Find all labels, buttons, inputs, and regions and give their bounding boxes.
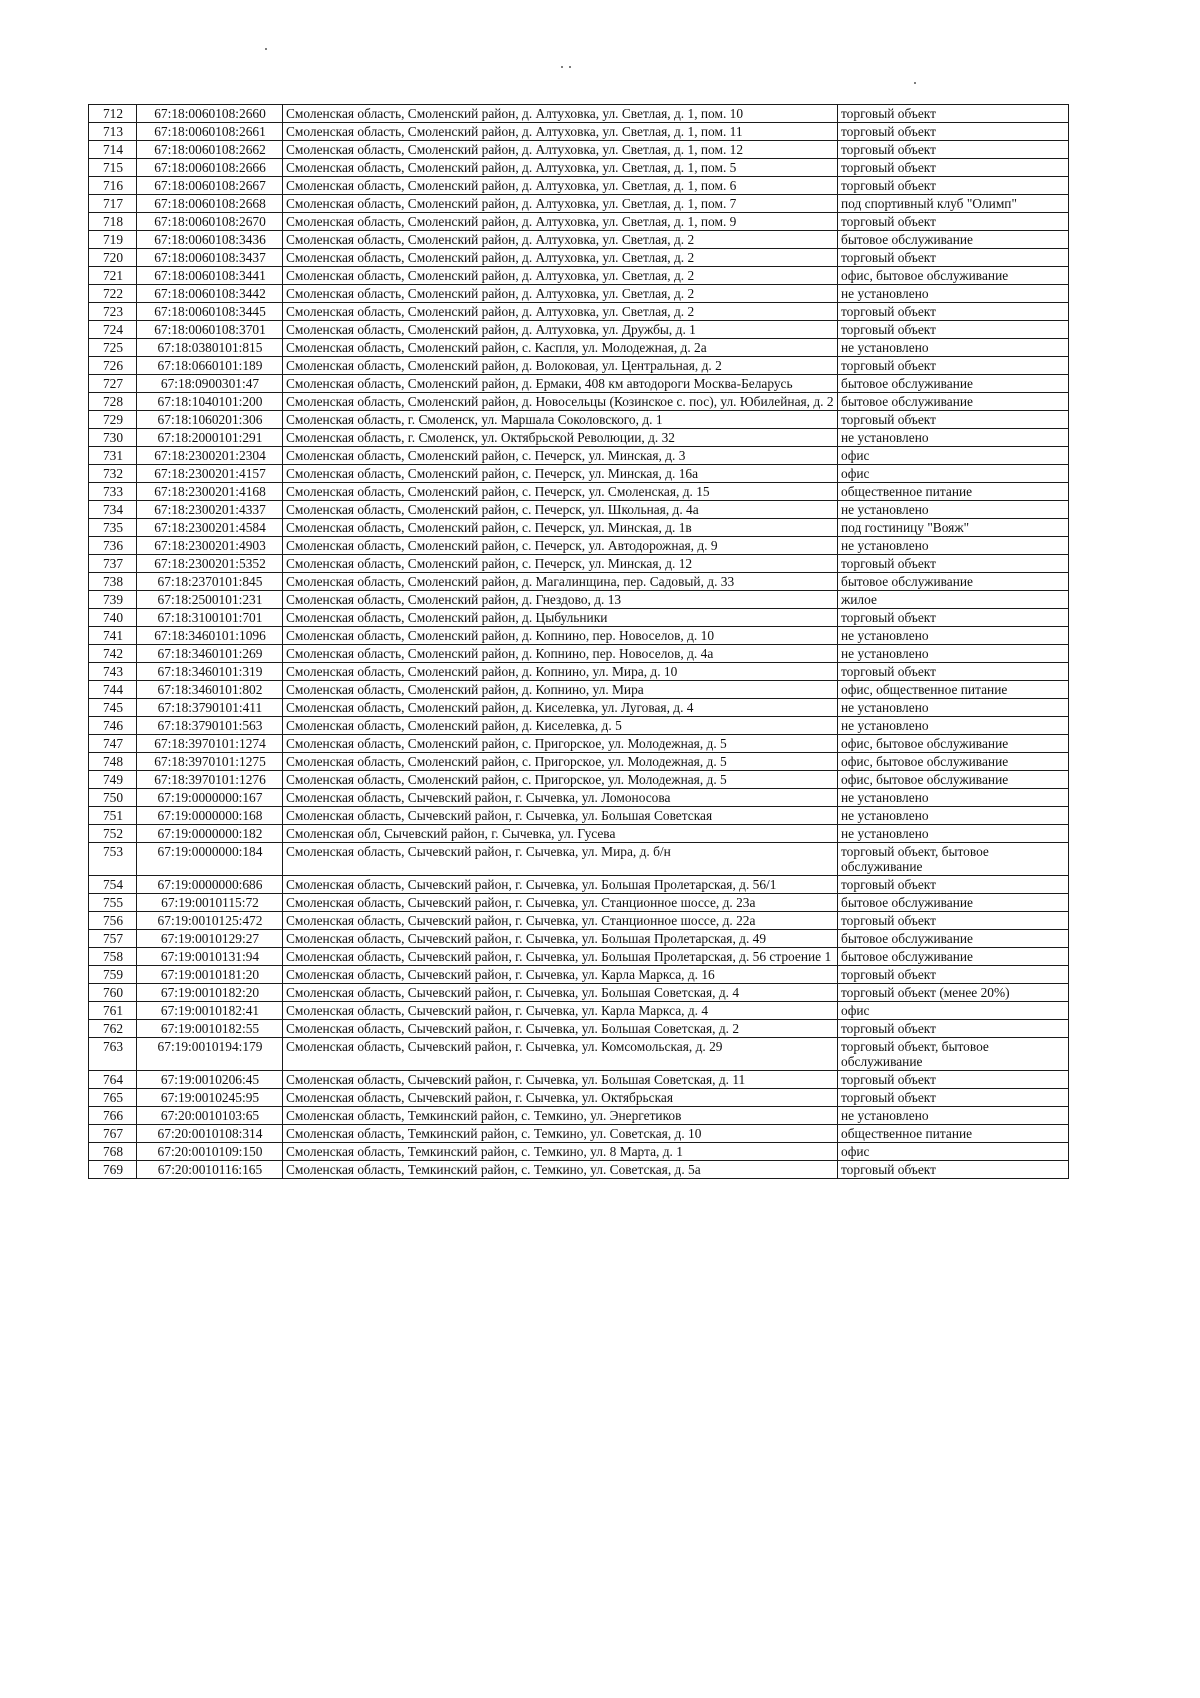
row-number-cell: 758 (89, 948, 137, 966)
table-row (89, 231, 1069, 249)
cadastral-number-cell: 67:18:0060108:3436 (137, 231, 283, 249)
row-number-cell: 719 (89, 231, 137, 249)
cadastral-number-cell: 67:18:2300201:2304 (137, 447, 283, 465)
table-row (89, 789, 1069, 807)
address-cell: Смоленская область, Смоленский район, с. Печерск, ул. Автодорожная, д. 9 (283, 537, 838, 555)
table-row (89, 213, 1069, 231)
table-row (89, 627, 1069, 645)
cadastral-number-cell: 67:19:0000000:182 (137, 825, 283, 843)
address-cell: Смоленская область, Смоленский район, с. Пригорское, ул. Молодежная, д. 5 (283, 753, 838, 771)
table-row (89, 753, 1069, 771)
cadastral-number-cell: 67:18:0060108:3701 (137, 321, 283, 339)
table-row (89, 195, 1069, 213)
cadastral-number-cell: 67:19:0010131:94 (137, 948, 283, 966)
usage-type-cell: не установлено (838, 645, 1069, 663)
usage-type-cell: торговый объект (838, 1089, 1069, 1107)
cadastral-number-cell: 67:18:2370101:845 (137, 573, 283, 591)
table-row (89, 930, 1069, 948)
scan-speck (561, 66, 563, 68)
usage-type-cell: торговый объект, бытовое обслуживание (838, 1038, 1069, 1071)
usage-type-cell: офис (838, 465, 1069, 483)
table-row (89, 303, 1069, 321)
table-row (89, 141, 1069, 159)
cadastral-number-cell: 67:19:0010194:179 (137, 1038, 283, 1071)
usage-type-cell: не установлено (838, 339, 1069, 357)
table-row (89, 876, 1069, 894)
table-row (89, 735, 1069, 753)
address-cell: Смоленская обл, Сычевский район, г. Сычевка, ул. Гусева (283, 825, 838, 843)
usage-type-cell: торговый объект (838, 411, 1069, 429)
table-row (89, 1107, 1069, 1125)
address-cell: Смоленская область, Смоленский район, д. Копнино, пер. Новоселов, д. 10 (283, 627, 838, 645)
row-number-cell: 723 (89, 303, 137, 321)
address-cell: Смоленская область, Темкинский район, с. Темкино, ул. 8 Марта, д. 1 (283, 1143, 838, 1161)
cadastral-number-cell: 67:18:0060108:3445 (137, 303, 283, 321)
table-row (89, 483, 1069, 501)
usage-type-cell: офис (838, 1002, 1069, 1020)
row-number-cell: 769 (89, 1161, 137, 1179)
usage-type-cell: бытовое обслуживание (838, 573, 1069, 591)
table-row (89, 645, 1069, 663)
usage-type-cell: офис, общественное питание (838, 681, 1069, 699)
table-row (89, 159, 1069, 177)
usage-type-cell: офис, бытовое обслуживание (838, 267, 1069, 285)
cadastral-number-cell: 67:19:0010129:27 (137, 930, 283, 948)
row-number-cell: 739 (89, 591, 137, 609)
usage-type-cell: торговый объект (838, 105, 1069, 123)
row-number-cell: 743 (89, 663, 137, 681)
usage-type-cell: не установлено (838, 699, 1069, 717)
usage-type-cell: общественное питание (838, 1125, 1069, 1143)
address-cell: Смоленская область, Смоленский район, д. Киселевка, ул. Луговая, д. 4 (283, 699, 838, 717)
cadastral-number-cell: 67:18:0060108:3437 (137, 249, 283, 267)
table-row (89, 519, 1069, 537)
row-number-cell: 736 (89, 537, 137, 555)
usage-type-cell: офис (838, 447, 1069, 465)
address-cell: Смоленская область, Смоленский район, д. Ермаки, 408 км автодороги Москва-Беларусь (283, 375, 838, 393)
address-cell: Смоленская область, Сычевский район, г. Сычевка, ул. Большая Пролетарская, д. 49 (283, 930, 838, 948)
address-cell: Смоленская область, Смоленский район, д. Алтуховка, ул. Светлая, д. 1, пом. 5 (283, 159, 838, 177)
usage-type-cell: торговый объект (838, 1071, 1069, 1089)
usage-type-cell: торговый объект (838, 213, 1069, 231)
address-cell: Смоленская область, Сычевский район, г. Сычевка, ул. Комсомольская, д. 29 (283, 1038, 838, 1071)
registry-table (88, 104, 1069, 1179)
address-cell: Смоленская область, Смоленский район, д. Алтуховка, ул. Светлая, д. 2 (283, 249, 838, 267)
usage-type-cell: торговый объект (838, 1020, 1069, 1038)
row-number-cell: 726 (89, 357, 137, 375)
address-cell: Смоленская область, Смоленский район, д. Гнездово, д. 13 (283, 591, 838, 609)
usage-type-cell: бытовое обслуживание (838, 393, 1069, 411)
cadastral-number-cell: 67:19:0010182:41 (137, 1002, 283, 1020)
table-row (89, 966, 1069, 984)
address-cell: Смоленская область, Темкинский район, с. Темкино, ул. Советская, д. 5а (283, 1161, 838, 1179)
address-cell: Смоленская область, Смоленский район, д. Алтуховка, ул. Светлая, д. 2 (283, 267, 838, 285)
table-row (89, 375, 1069, 393)
address-cell: Смоленская область, Смоленский район, д. Алтуховка, ул. Светлая, д. 1, пом. 11 (283, 123, 838, 141)
row-number-cell: 747 (89, 735, 137, 753)
table-row (89, 1143, 1069, 1161)
table-row (89, 285, 1069, 303)
address-cell: Смоленская область, Смоленский район, д. Копнино, ул. Мира (283, 681, 838, 699)
table-row (89, 591, 1069, 609)
cadastral-number-cell: 67:18:3790101:563 (137, 717, 283, 735)
table-row (89, 948, 1069, 966)
cadastral-number-cell: 67:18:0060108:2667 (137, 177, 283, 195)
table-row (89, 1071, 1069, 1089)
row-number-cell: 761 (89, 1002, 137, 1020)
row-number-cell: 751 (89, 807, 137, 825)
address-cell: Смоленская область, Сычевский район, г. Сычевка, ул. Большая Пролетарская, д. 56/1 (283, 876, 838, 894)
table-row (89, 609, 1069, 627)
row-number-cell: 765 (89, 1089, 137, 1107)
row-number-cell: 712 (89, 105, 137, 123)
table-row (89, 771, 1069, 789)
row-number-cell: 731 (89, 447, 137, 465)
cadastral-number-cell: 67:18:2300201:4157 (137, 465, 283, 483)
scan-speck (914, 82, 916, 84)
table-row (89, 447, 1069, 465)
table-row (89, 573, 1069, 591)
row-number-cell: 721 (89, 267, 137, 285)
usage-type-cell: не установлено (838, 429, 1069, 447)
cadastral-number-cell: 67:18:1040101:200 (137, 393, 283, 411)
scan-speck (265, 48, 267, 50)
usage-type-cell: бытовое обслуживание (838, 375, 1069, 393)
address-cell: Смоленская область, г. Смоленск, ул. Маршала Соколовского, д. 1 (283, 411, 838, 429)
cadastral-number-cell: 67:19:0000000:167 (137, 789, 283, 807)
cadastral-number-cell: 67:18:3970101:1274 (137, 735, 283, 753)
usage-type-cell: офис, бытовое обслуживание (838, 753, 1069, 771)
table-row (89, 843, 1069, 876)
row-number-cell: 730 (89, 429, 137, 447)
address-cell: Смоленская область, Смоленский район, д. Копнино, пер. Новоселов, д. 4а (283, 645, 838, 663)
row-number-cell: 755 (89, 894, 137, 912)
table-row (89, 465, 1069, 483)
cadastral-number-cell: 67:18:0380101:815 (137, 339, 283, 357)
address-cell: Смоленская область, Сычевский район, г. Сычевка, ул. Карла Маркса, д. 16 (283, 966, 838, 984)
row-number-cell: 745 (89, 699, 137, 717)
usage-type-cell: офис, бытовое обслуживание (838, 771, 1069, 789)
row-number-cell: 734 (89, 501, 137, 519)
usage-type-cell: не установлено (838, 807, 1069, 825)
usage-type-cell: под спортивный клуб "Олимп" (838, 195, 1069, 213)
address-cell: Смоленская область, Смоленский район, с. Печерск, ул. Минская, д. 12 (283, 555, 838, 573)
cadastral-number-cell: 67:18:0060108:2666 (137, 159, 283, 177)
address-cell: Смоленская область, Смоленский район, д. Алтуховка, ул. Светлая, д. 2 (283, 231, 838, 249)
address-cell: Смоленская область, Сычевский район, г. Сычевка, ул. Ломоносова (283, 789, 838, 807)
address-cell: Смоленская область, Сычевский район, г. Сычевка, ул. Большая Советская, д. 2 (283, 1020, 838, 1038)
table-row (89, 1002, 1069, 1020)
cadastral-number-cell: 67:18:0660101:189 (137, 357, 283, 375)
row-number-cell: 764 (89, 1071, 137, 1089)
row-number-cell: 756 (89, 912, 137, 930)
usage-type-cell: не установлено (838, 1107, 1069, 1125)
cadastral-number-cell: 67:19:0010115:72 (137, 894, 283, 912)
row-number-cell: 741 (89, 627, 137, 645)
cadastral-number-cell: 67:18:3970101:1275 (137, 753, 283, 771)
usage-type-cell: бытовое обслуживание (838, 930, 1069, 948)
row-number-cell: 716 (89, 177, 137, 195)
cadastral-number-cell: 67:18:3460101:269 (137, 645, 283, 663)
row-number-cell: 763 (89, 1038, 137, 1071)
row-number-cell: 754 (89, 876, 137, 894)
address-cell: Смоленская область, Сычевский район, г. Сычевка, ул. Большая Советская (283, 807, 838, 825)
cadastral-number-cell: 67:18:0900301:47 (137, 375, 283, 393)
row-number-cell: 742 (89, 645, 137, 663)
table-row (89, 825, 1069, 843)
table-row (89, 105, 1069, 123)
table-row (89, 123, 1069, 141)
table-row (89, 717, 1069, 735)
table-row (89, 501, 1069, 519)
row-number-cell: 725 (89, 339, 137, 357)
table-row (89, 699, 1069, 717)
usage-type-cell: не установлено (838, 717, 1069, 735)
usage-type-cell: торговый объект (838, 357, 1069, 375)
table-row (89, 807, 1069, 825)
address-cell: Смоленская область, Смоленский район, с. Пригорское, ул. Молодежная, д. 5 (283, 771, 838, 789)
usage-type-cell: торговый объект (838, 249, 1069, 267)
cadastral-number-cell: 67:18:2300201:5352 (137, 555, 283, 573)
address-cell: Смоленская область, Смоленский район, д. Алтуховка, ул. Дружбы, д. 1 (283, 321, 838, 339)
address-cell: Смоленская область, Смоленский район, д. Алтуховка, ул. Светлая, д. 1, пом. 7 (283, 195, 838, 213)
usage-type-cell: офис (838, 1143, 1069, 1161)
address-cell: Смоленская область, Сычевский район, г. Сычевка, ул. Большая Пролетарская, д. 56 строение 1 (283, 948, 838, 966)
usage-type-cell: торговый объект (838, 303, 1069, 321)
usage-type-cell: не установлено (838, 285, 1069, 303)
table-row (89, 663, 1069, 681)
row-number-cell: 728 (89, 393, 137, 411)
cadastral-number-cell: 67:18:3100101:701 (137, 609, 283, 627)
row-number-cell: 746 (89, 717, 137, 735)
row-number-cell: 732 (89, 465, 137, 483)
row-number-cell: 717 (89, 195, 137, 213)
table-row (89, 429, 1069, 447)
table-row (89, 249, 1069, 267)
cadastral-number-cell: 67:20:0010103:65 (137, 1107, 283, 1125)
row-number-cell: 729 (89, 411, 137, 429)
usage-type-cell: под гостиницу "Вояж" (838, 519, 1069, 537)
row-number-cell: 737 (89, 555, 137, 573)
address-cell: Смоленская область, Смоленский район, с. Печерск, ул. Минская, д. 16а (283, 465, 838, 483)
table-row (89, 681, 1069, 699)
address-cell: Смоленская область, Смоленский район, д. Магалинщина, пер. Садовый, д. 33 (283, 573, 838, 591)
cadastral-number-cell: 67:19:0010125:472 (137, 912, 283, 930)
cadastral-number-cell: 67:19:0010182:20 (137, 984, 283, 1002)
cadastral-number-cell: 67:19:0010206:45 (137, 1071, 283, 1089)
table-row (89, 1125, 1069, 1143)
table-row (89, 339, 1069, 357)
row-number-cell: 713 (89, 123, 137, 141)
usage-type-cell: торговый объект (838, 1161, 1069, 1179)
usage-type-cell: не установлено (838, 501, 1069, 519)
usage-type-cell: торговый объект (838, 141, 1069, 159)
address-cell: Смоленская область, Смоленский район, д. Алтуховка, ул. Светлая, д. 1, пом. 6 (283, 177, 838, 195)
table-row (89, 1089, 1069, 1107)
address-cell: Смоленская область, Сычевский район, г. Сычевка, ул. Октябрьская (283, 1089, 838, 1107)
row-number-cell: 750 (89, 789, 137, 807)
usage-type-cell: торговый объект (838, 123, 1069, 141)
row-number-cell: 749 (89, 771, 137, 789)
cadastral-number-cell: 67:20:0010109:150 (137, 1143, 283, 1161)
table-row (89, 537, 1069, 555)
row-number-cell: 720 (89, 249, 137, 267)
address-cell: Смоленская область, Сычевский район, г. Сычевка, ул. Мира, д. б/н (283, 843, 838, 876)
address-cell: Смоленская область, Сычевский район, г. Сычевка, ул. Карла Маркса, д. 4 (283, 1002, 838, 1020)
address-cell: Смоленская область, Смоленский район, д. Алтуховка, ул. Светлая, д. 1, пом. 12 (283, 141, 838, 159)
usage-type-cell: бытовое обслуживание (838, 231, 1069, 249)
row-number-cell: 738 (89, 573, 137, 591)
table-row (89, 1038, 1069, 1071)
table-row (89, 894, 1069, 912)
cadastral-number-cell: 67:19:0000000:686 (137, 876, 283, 894)
usage-type-cell: жилое (838, 591, 1069, 609)
address-cell: Смоленская область, Сычевский район, г. Сычевка, ул. Большая Советская, д. 11 (283, 1071, 838, 1089)
usage-type-cell: не установлено (838, 627, 1069, 645)
cadastral-number-cell: 67:18:0060108:2661 (137, 123, 283, 141)
usage-type-cell: торговый объект (838, 159, 1069, 177)
table-row (89, 357, 1069, 375)
usage-type-cell: торговый объект (менее 20%) (838, 984, 1069, 1002)
row-number-cell: 740 (89, 609, 137, 627)
cadastral-number-cell: 67:18:3460101:319 (137, 663, 283, 681)
address-cell: Смоленская область, Сычевский район, г. Сычевка, ул. Большая Советская, д. 4 (283, 984, 838, 1002)
cadastral-number-cell: 67:18:2300201:4337 (137, 501, 283, 519)
address-cell: Смоленская область, Смоленский район, с. Печерск, ул. Смоленская, д. 15 (283, 483, 838, 501)
row-number-cell: 748 (89, 753, 137, 771)
cadastral-number-cell: 67:18:0060108:2662 (137, 141, 283, 159)
usage-type-cell: торговый объект (838, 966, 1069, 984)
address-cell: Смоленская область, Смоленский район, д. Новосельцы (Козинское с. пос), ул. Юбилейная, д. 2 (283, 393, 838, 411)
cadastral-number-cell: 67:18:0060108:2670 (137, 213, 283, 231)
cadastral-number-cell: 67:18:3790101:411 (137, 699, 283, 717)
cadastral-number-cell: 67:19:0000000:184 (137, 843, 283, 876)
usage-type-cell: торговый объект (838, 555, 1069, 573)
scan-speck (569, 66, 571, 68)
row-number-cell: 715 (89, 159, 137, 177)
address-cell: Смоленская область, Смоленский район, с. Каспля, ул. Молодежная, д. 2а (283, 339, 838, 357)
cadastral-number-cell: 67:18:0060108:3441 (137, 267, 283, 285)
usage-type-cell: не установлено (838, 537, 1069, 555)
address-cell: Смоленская область, Смоленский район, д. Алтуховка, ул. Светлая, д. 1, пом. 9 (283, 213, 838, 231)
cadastral-number-cell: 67:19:0010182:55 (137, 1020, 283, 1038)
usage-type-cell: торговый объект (838, 177, 1069, 195)
cadastral-number-cell: 67:18:2300201:4903 (137, 537, 283, 555)
cadastral-number-cell: 67:19:0010181:20 (137, 966, 283, 984)
usage-type-cell: бытовое обслуживание (838, 948, 1069, 966)
address-cell: Смоленская область, Сычевский район, г. Сычевка, ул. Станционное шоссе, д. 22а (283, 912, 838, 930)
table-row (89, 177, 1069, 195)
row-number-cell: 762 (89, 1020, 137, 1038)
usage-type-cell: торговый объект, бытовое обслуживание (838, 843, 1069, 876)
address-cell: Смоленская область, Смоленский район, д. Волоковая, ул. Центральная, д. 2 (283, 357, 838, 375)
address-cell: Смоленская область, Смоленский район, с. Печерск, ул. Школьная, д. 4а (283, 501, 838, 519)
usage-type-cell: торговый объект (838, 609, 1069, 627)
cadastral-number-cell: 67:20:0010116:165 (137, 1161, 283, 1179)
usage-type-cell: торговый объект (838, 876, 1069, 894)
usage-type-cell: торговый объект (838, 663, 1069, 681)
address-cell: Смоленская область, Смоленский район, с. Печерск, ул. Минская, д. 3 (283, 447, 838, 465)
table-row (89, 1161, 1069, 1179)
cadastral-number-cell: 67:18:0060108:2660 (137, 105, 283, 123)
address-cell: Смоленская область, Смоленский район, д. Цыбульники (283, 609, 838, 627)
address-cell: Смоленская область, Смоленский район, д. Алтуховка, ул. Светлая, д. 2 (283, 303, 838, 321)
address-cell: Смоленская область, Смоленский район, с. Печерск, ул. Минская, д. 1в (283, 519, 838, 537)
cadastral-number-cell: 67:19:0010245:95 (137, 1089, 283, 1107)
cadastral-number-cell: 67:18:3460101:1096 (137, 627, 283, 645)
usage-type-cell: торговый объект (838, 912, 1069, 930)
address-cell: Смоленская область, Сычевский район, г. Сычевка, ул. Станционное шоссе, д. 23а (283, 894, 838, 912)
cadastral-number-cell: 67:20:0010108:314 (137, 1125, 283, 1143)
registry-table-body (89, 105, 1069, 1179)
table-row (89, 411, 1069, 429)
cadastral-number-cell: 67:18:2300201:4584 (137, 519, 283, 537)
table-row (89, 321, 1069, 339)
row-number-cell: 752 (89, 825, 137, 843)
table-row (89, 267, 1069, 285)
address-cell: Смоленская область, Смоленский район, д. Киселевка, д. 5 (283, 717, 838, 735)
row-number-cell: 724 (89, 321, 137, 339)
row-number-cell: 760 (89, 984, 137, 1002)
address-cell: Смоленская область, Смоленский район, д. Копнино, ул. Мира, д. 10 (283, 663, 838, 681)
address-cell: Смоленская область, Смоленский район, с. Пригорское, ул. Молодежная, д. 5 (283, 735, 838, 753)
table-row (89, 555, 1069, 573)
usage-type-cell: не установлено (838, 789, 1069, 807)
cadastral-number-cell: 67:18:1060201:306 (137, 411, 283, 429)
table-row (89, 912, 1069, 930)
table-row (89, 984, 1069, 1002)
usage-type-cell: бытовое обслуживание (838, 894, 1069, 912)
row-number-cell: 768 (89, 1143, 137, 1161)
cadastral-number-cell: 67:18:0060108:3442 (137, 285, 283, 303)
row-number-cell: 727 (89, 375, 137, 393)
address-cell: Смоленская область, г. Смоленск, ул. Октябрьской Революции, д. 32 (283, 429, 838, 447)
cadastral-number-cell: 67:18:0060108:2668 (137, 195, 283, 213)
cadastral-number-cell: 67:18:3970101:1276 (137, 771, 283, 789)
row-number-cell: 753 (89, 843, 137, 876)
cadastral-number-cell: 67:18:3460101:802 (137, 681, 283, 699)
address-cell: Смоленская область, Смоленский район, д. Алтуховка, ул. Светлая, д. 2 (283, 285, 838, 303)
row-number-cell: 759 (89, 966, 137, 984)
row-number-cell: 714 (89, 141, 137, 159)
row-number-cell: 735 (89, 519, 137, 537)
usage-type-cell: не установлено (838, 825, 1069, 843)
address-cell: Смоленская область, Темкинский район, с. Темкино, ул. Энергетиков (283, 1107, 838, 1125)
cadastral-number-cell: 67:18:2500101:231 (137, 591, 283, 609)
cadastral-number-cell: 67:18:2300201:4168 (137, 483, 283, 501)
table-row (89, 393, 1069, 411)
row-number-cell: 767 (89, 1125, 137, 1143)
usage-type-cell: торговый объект (838, 321, 1069, 339)
row-number-cell: 757 (89, 930, 137, 948)
address-cell: Смоленская область, Темкинский район, с. Темкино, ул. Советская, д. 10 (283, 1125, 838, 1143)
cadastral-number-cell: 67:19:0000000:168 (137, 807, 283, 825)
row-number-cell: 744 (89, 681, 137, 699)
usage-type-cell: общественное питание (838, 483, 1069, 501)
row-number-cell: 733 (89, 483, 137, 501)
table-row (89, 1020, 1069, 1038)
address-cell: Смоленская область, Смоленский район, д. Алтуховка, ул. Светлая, д. 1, пом. 10 (283, 105, 838, 123)
row-number-cell: 718 (89, 213, 137, 231)
usage-type-cell: офис, бытовое обслуживание (838, 735, 1069, 753)
row-number-cell: 722 (89, 285, 137, 303)
cadastral-number-cell: 67:18:2000101:291 (137, 429, 283, 447)
row-number-cell: 766 (89, 1107, 137, 1125)
